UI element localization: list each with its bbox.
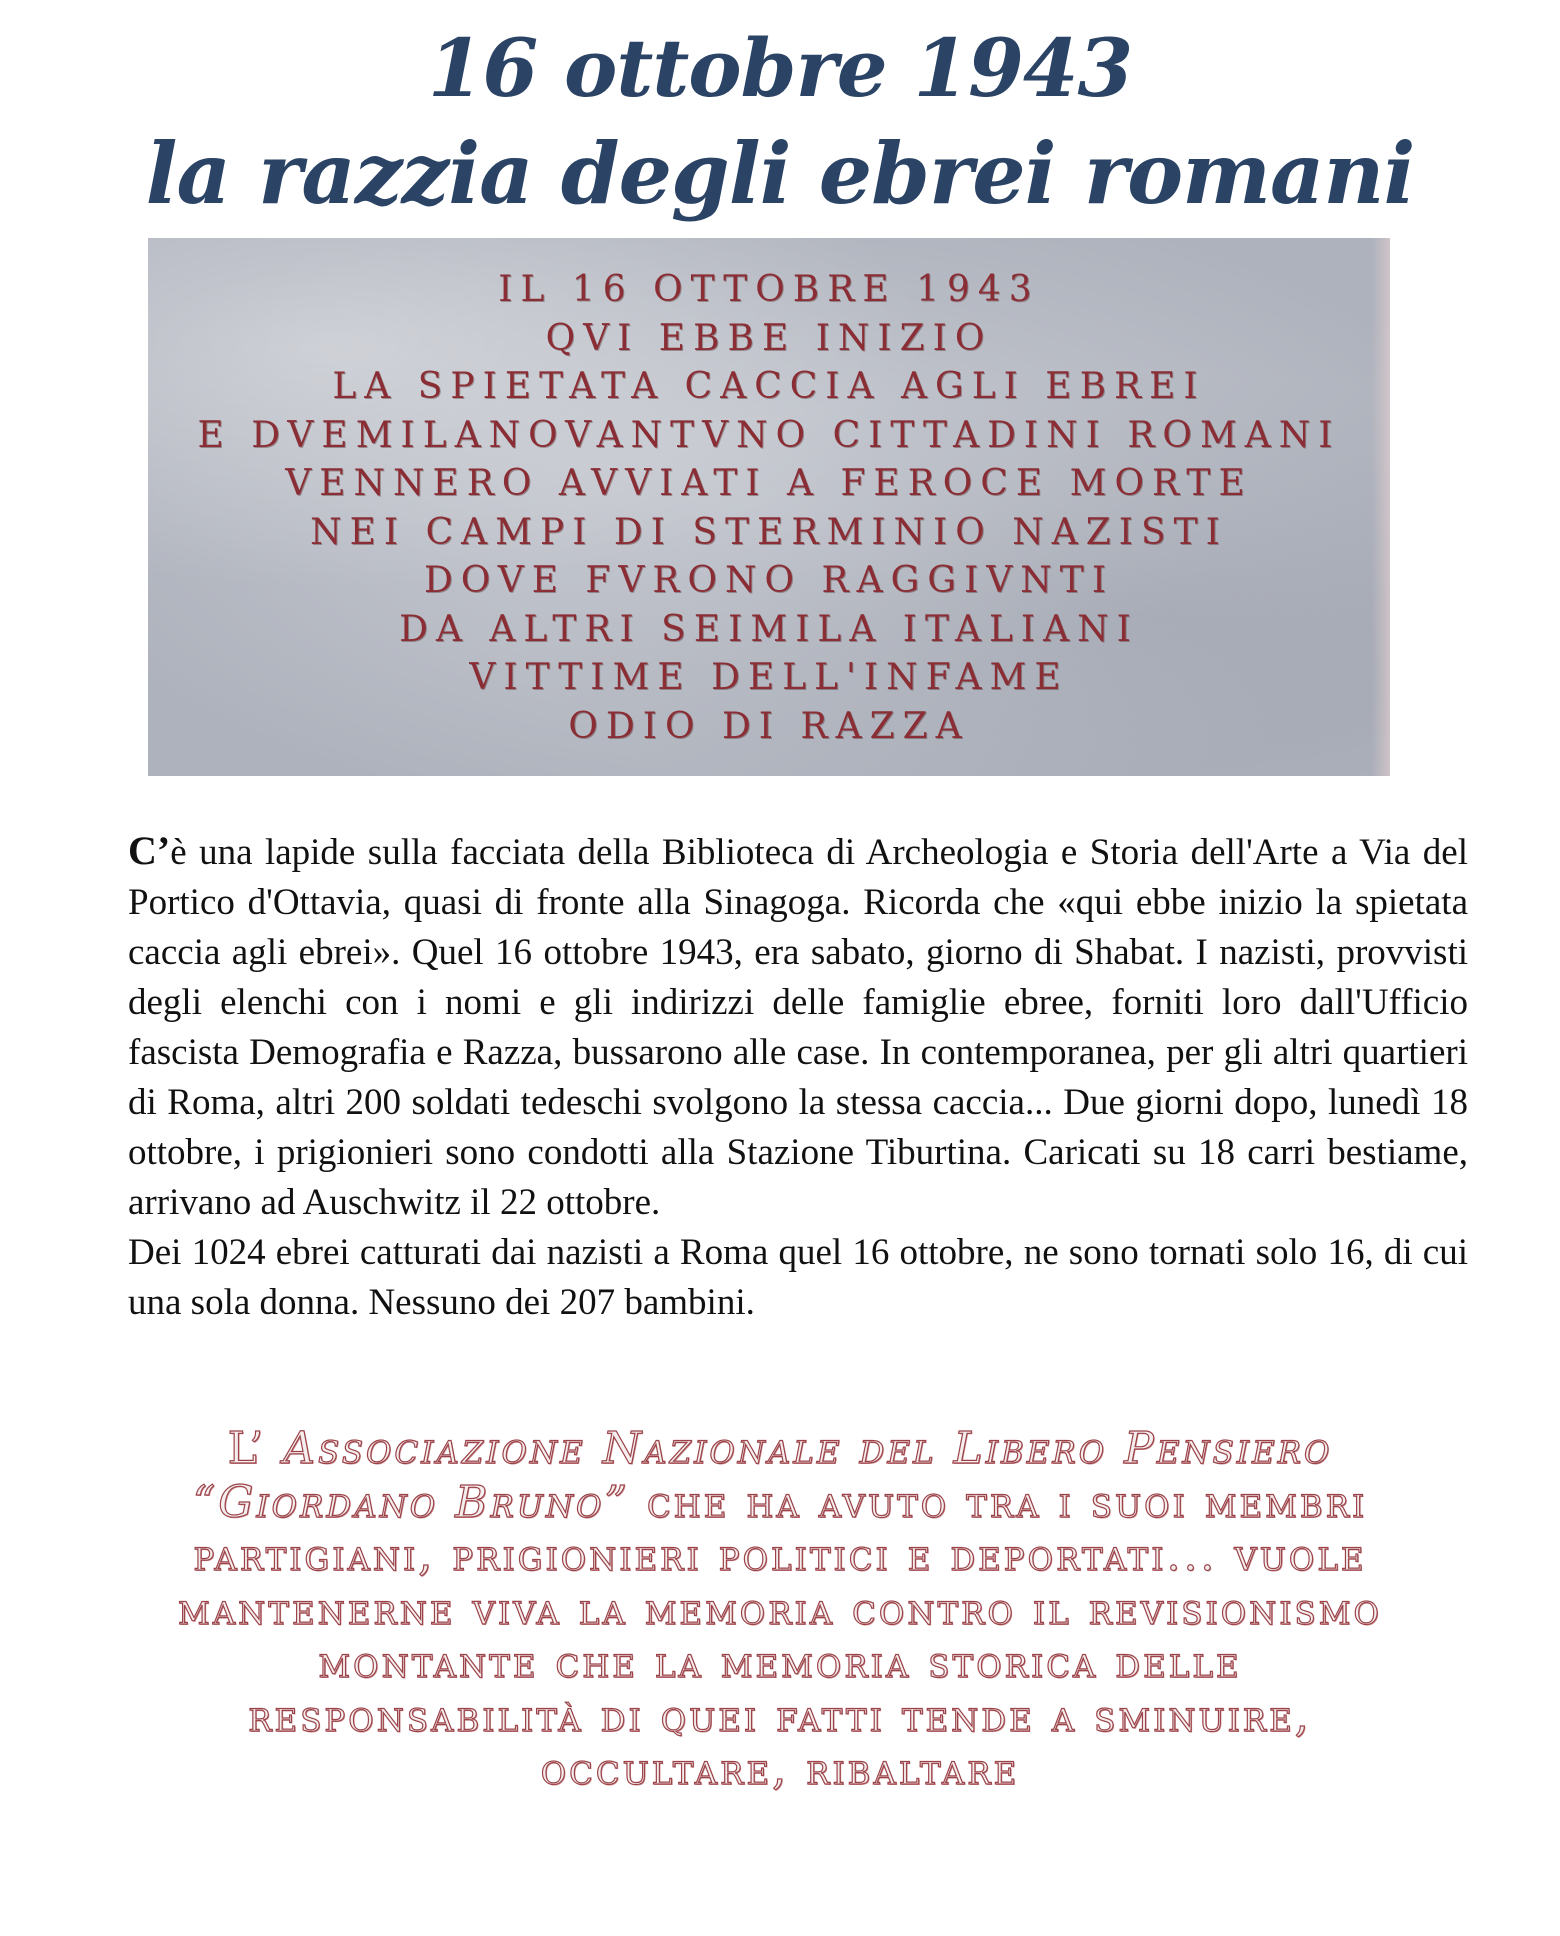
association-name: Associazione Nazionale del Libero Pensiero “Giordano Bruno” — [192, 1423, 1333, 1528]
article-paragraph-2: Dei 1024 ebrei catturati dai nazisti a Roma quel 16 ottobre, ne sono tornati solo 16, di cui una sola donna. Nessuno dei 207 bambini. — [128, 1232, 1468, 1323]
title-subject: la razzia degli ebrei romani — [145, 124, 1415, 223]
article-body — [128, 826, 1468, 1328]
association-statement-text: che ha avuto tra i suoi membri partigiani, prigionieri politici e deportati... vuole mantenerne viva la memoria contro il revisionismo montante che la memoria storica delle responsabilità di quei fatti tende a sminuire, occultare, ribaltare — [178, 1476, 1382, 1795]
article-paragraph-1-text: è una lapide sulla facciata della Biblioteca di Archeologia e Storia dell'Arte a Via del Portico d'Ottavia, quasi di fronte alla Sinagoga. Ricorda che «qui ebbe inizio la spietata caccia agli ebrei». Quel 16 ottobre 1943, era sabato, giorno di Shabat. I nazisti, provvisti degli elenchi con i nomi e gli indirizzi delle famiglie ebree, forniti loro dall'Ufficio fascista Demografia e Razza, bussarono alle case. In contemporanea, per gli altri quartieri di Roma, altri 200 soldati tedeschi svolgono la stessa caccia... Due giorni dopo, lunedì 18 ottobre, i prigionieri sono condotti alla Stazione Tiburtina. Caricati su 18 carri bestiame, arrivano ad Auschwitz il 22 ottobre. — [128, 832, 1468, 1223]
inscription-line: VENNERO AVVIATI A FEROCE MORTE — [285, 463, 1253, 504]
article-initial: C’ — [128, 828, 171, 873]
title-date: 16 ottobre 1943 — [427, 21, 1133, 115]
inscription-line: IL 16 OTTOBRE 1943 — [498, 269, 1040, 310]
association-prefix: L’ — [227, 1423, 284, 1474]
inscription-line: DOVE FVRONO RAGGIVNTI — [423, 560, 1115, 601]
memorial-plaque-photo — [148, 238, 1390, 776]
plaque-inscription — [148, 266, 1390, 751]
inscription-line: E DVEMILANOVANTVNO CITTADINI ROMANI — [197, 414, 1341, 456]
inscription-line: DA ALTRI SEIMILA ITALIANI — [399, 608, 1139, 650]
article-paragraph-1 — [128, 826, 1468, 1228]
inscription-line: LA SPIETATA CACCIA AGLI EBREI — [332, 366, 1206, 407]
inscription-line: VITTIME DELL'INFAME — [469, 657, 1069, 698]
inscription-line: ODIO DI RAZZA — [568, 705, 970, 747]
association-statement — [160, 1422, 1400, 1797]
inscription-line: NEI CAMPI DI STERMINIO NAZISTI — [310, 511, 1228, 553]
inscription-line: QVI EBBE INIZIO — [545, 317, 993, 359]
